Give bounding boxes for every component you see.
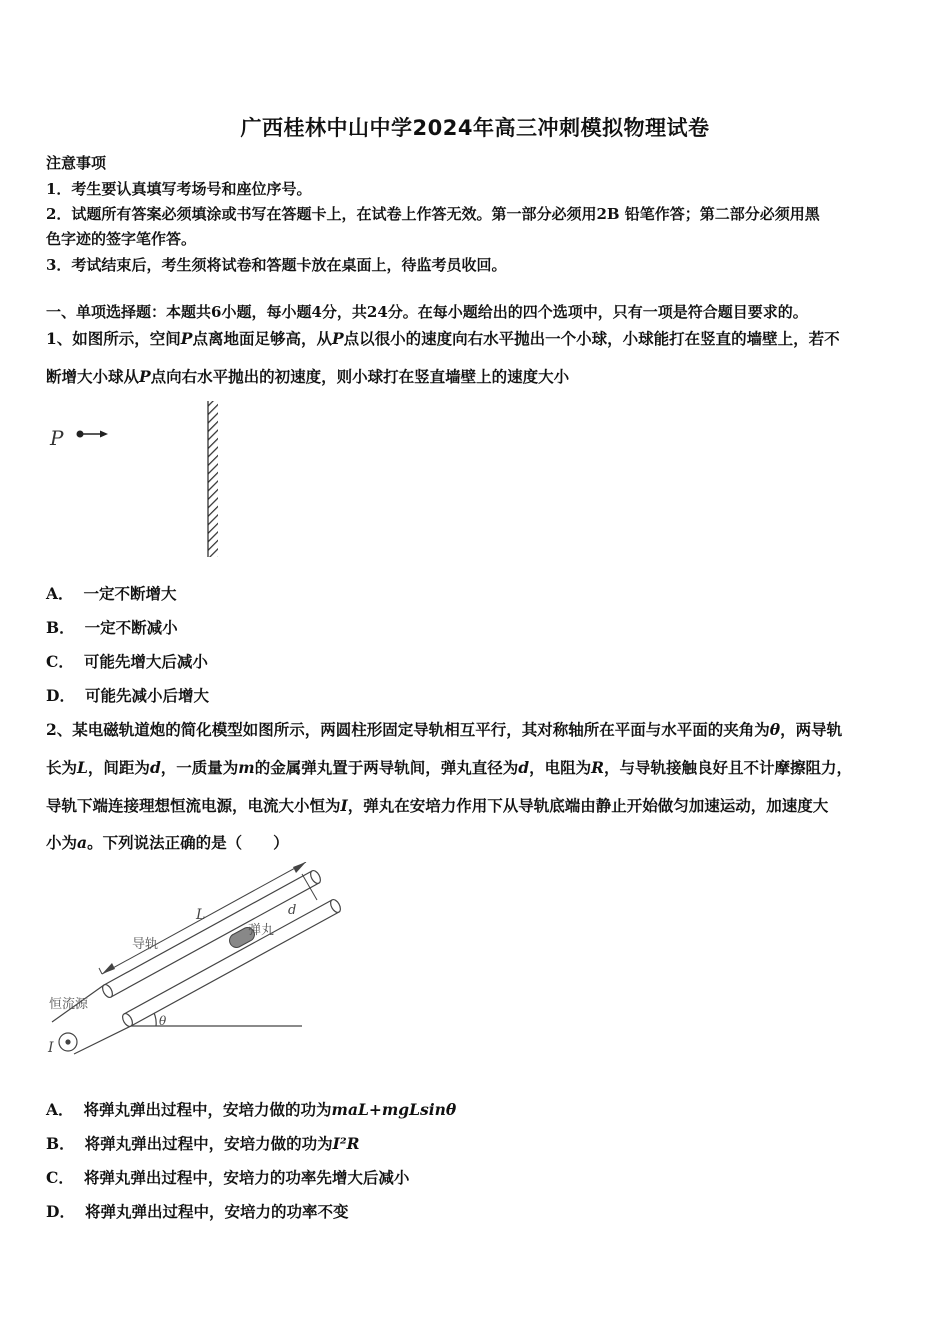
q2-var-d: d [149,758,161,777]
notice-heading: 注意事项 [46,154,107,172]
q2-stem-text: 2、某电磁轨道炮的简化模型如图所示，两圆柱形固定导轨相互平行，其对称轴所在平面与水平面的夹角为 [46,720,770,739]
label-theta: θ [159,1014,167,1028]
notice-item-1: 1．考生要认真填写考场号和座位序号。 [46,180,312,198]
notice-item-3: 3．考试结束后，考生须将试卷和答题卡放在桌面上，待监考员收回。 [46,256,507,274]
q1-stem-text: 1、如图所示，空间 [46,329,181,348]
arrowhead-icon [293,862,306,873]
q2-stem-line-4: 小为a。下列说法正确的是（ ） [46,833,289,852]
q2-stem-line-3: 导轨下端连接理想恒流电源，电流大小恒为I，弹丸在安培力作用下从导轨底端由静止开始做匀加速运动，加速度大 [46,796,829,815]
q1-stem-text: 点向右水平抛出的初速度，则小球打在竖直墙壁上的速度大小 [150,367,570,386]
q2-option-b[interactable]: B． 将弹丸弹出过程中，安培力做的功为I²R [46,1134,360,1153]
q1-figure [40,395,240,565]
q1-option-c[interactable]: C． 可能先增大后减小 [46,652,208,671]
q1-stem-text: 点离地面足够高，从 [192,329,332,348]
q2-stem-line-1 [46,718,842,740]
q1-option-d[interactable]: D． 可能先减小后增大 [46,686,209,705]
q2-option-d[interactable]: D． 将弹丸弹出过程中，安培力的功率不变 [46,1202,349,1221]
formula: maL+mgLsinθ [331,1100,457,1119]
spacing-arrow [302,874,317,900]
q2-var-m: m [238,758,255,777]
formula: I²R [332,1134,360,1153]
q1-option-a[interactable]: A． 一定不断增大 [46,584,177,603]
q1-stem-line-1 [46,327,840,349]
label-projectile: 弹丸 [248,923,275,938]
q1-stem-text: 点以很小的速度向右水平抛出一个小球，小球能打在竖直的墙壁上，若不 [343,329,840,348]
q2-var-i: I [340,796,348,815]
notice-item-2: 2．试题所有答案必须填涂或书写在答题卡上，在试卷上作答无效。第一部分必须用2B 铅笔作答；第二部分必须用黑 [46,205,820,223]
q1-option-b[interactable]: B． 一定不断减小 [46,618,178,637]
q2-var-theta: θ [769,720,781,739]
label-current: I [48,1040,54,1056]
q2-option-c[interactable]: C． 将弹丸弹出过程中，安培力的功率先增大后减小 [46,1168,410,1187]
label-rail: 导轨 [132,937,159,952]
q2-stem-line-2: 长为L，间距为d，一质量为m的金属弹丸置于两导轨间，弹丸直径为d，电阻为R，与导轨接触良好且不计摩擦阻力， [46,758,852,777]
arrowhead-icon [102,963,115,974]
q2-option-a[interactable]: A． 将弹丸弹出过程中，安培力做的功为maL+mgLsinθ [46,1100,457,1119]
angle-arc [154,1013,156,1026]
label-length: L [196,907,206,923]
q1-var-p: P [180,329,193,348]
label-spacing: d [288,903,297,918]
q1-stem-line-2 [46,365,569,387]
wall [208,401,218,557]
label-current-source: 恒流源 [49,997,89,1012]
q2-var-r: R [591,758,604,777]
q1-label-p: P [50,426,64,450]
q2-figure [44,862,354,1062]
q2-var-d: d [518,758,530,777]
q2-stem-text: ，两导轨 [780,720,843,739]
page-title: 广西桂林中山中学2024年高三冲刺模拟物理试卷 [240,116,710,140]
q1-stem-text: 断增大小球从 [46,367,140,386]
section-heading: 一、单项选择题：本题共6小题，每小题4分，共24分。在每小题给出的四个选项中，只有一项是符合题目要求的。 [46,303,808,321]
q2-var-l: L [77,758,88,777]
q1-var-p: P [139,367,151,386]
q2-var-a: a [77,833,88,852]
notice-item-2-cont: 色字迹的签字笔作答。 [46,230,197,248]
q1-var-p: P [331,329,344,348]
arrowhead-icon [100,431,108,438]
